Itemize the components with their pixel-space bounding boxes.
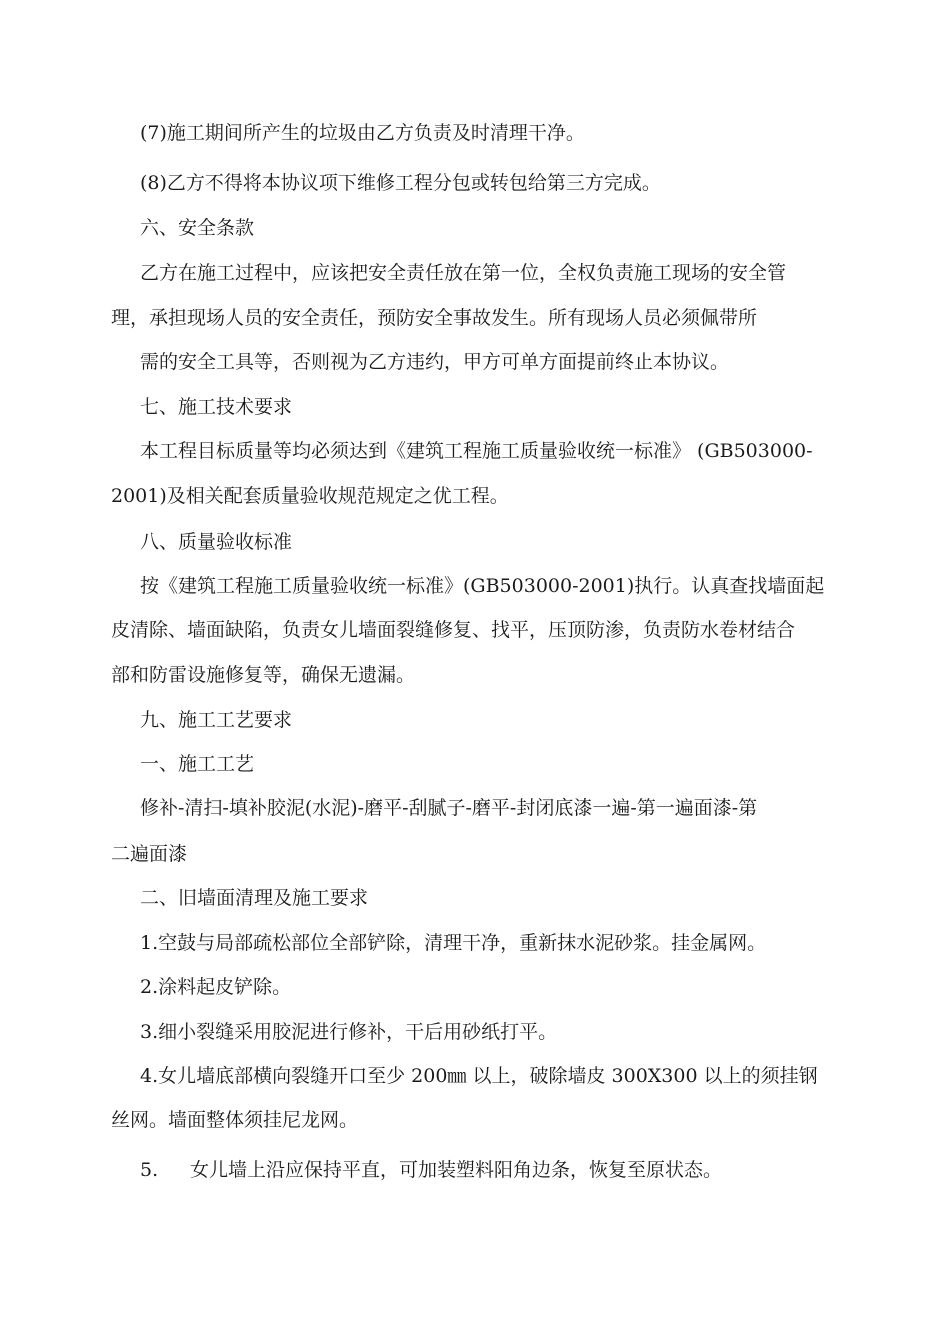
list-item-1: 1.空鼓与局部疏松部位全部铲除，清理干净，重新抹水泥砂浆。挂金属网。 bbox=[140, 932, 767, 954]
subheading-construction-process: 一、施工工艺 bbox=[140, 753, 255, 775]
list-item-2: 2.涂料起皮铲除。 bbox=[140, 976, 292, 998]
paragraph-clause-8: (8)乙方不得将本协议项下维修工程分包或转包给第三方完成。 bbox=[140, 172, 661, 194]
list-item-4-line-1: 4.女儿墙底部横向裂缝开口至少 200㎜ 以上，破除墙皮 300X300 以上的须挂钢 bbox=[140, 1065, 818, 1087]
paragraph-clause-7: (7)施工期间所产生的垃圾由乙方负责及时清理干净。 bbox=[140, 122, 585, 144]
subheading-old-wall-cleaning: 二、旧墙面清理及施工要求 bbox=[140, 887, 369, 909]
paragraph-quality-target-line-1: 本工程目标质量等均必须达到《建筑工程施工质量验收统一标准》 (GB503000- bbox=[140, 440, 813, 462]
paragraph-acceptance-line-3: 部和防雷设施修复等，确保无遗漏。 bbox=[111, 664, 416, 686]
list-item-5-text: 女儿墙上沿应保持平直，可加装塑料阳角边条，恢复至原状态。 bbox=[190, 1159, 723, 1181]
list-item-5 bbox=[140, 1158, 722, 1182]
paragraph-process-steps-line-2: 二遍面漆 bbox=[111, 843, 188, 865]
paragraph-quality-target-line-2: 2001)及相关配套质量验收规范规定之优工程。 bbox=[111, 485, 509, 507]
list-item-3: 3.细小裂缝采用胶泥进行修补，干后用砂纸打平。 bbox=[140, 1021, 558, 1043]
section-heading-tech-requirements: 七、施工技术要求 bbox=[140, 396, 293, 418]
paragraph-safety-line-2: 理，承担现场人员的安全责任，预防安全事故发生。所有现场人员必须佩带所 bbox=[111, 307, 758, 329]
paragraph-safety-line-3: 需的安全工具等，否则视为乙方违约，甲方可单方面提前终止本协议。 bbox=[140, 351, 730, 373]
paragraph-acceptance-line-2: 皮清除、墙面缺陷，负责女儿墙面裂缝修复、找平，压顶防渗，负责防水卷材结合 bbox=[111, 619, 796, 641]
paragraph-safety-line-1: 乙方在施工过程中，应该把安全责任放在第一位，全权负责施工现场的安全管 bbox=[140, 262, 787, 284]
paragraph-acceptance-line-1: 按《建筑工程施工质量验收统一标准》(GB503000-2001)执行。认真查找墙面起 bbox=[140, 575, 825, 597]
section-heading-process-requirements: 九、施工工艺要求 bbox=[140, 709, 293, 731]
section-heading-acceptance-standard: 八、质量验收标准 bbox=[140, 531, 293, 553]
list-item-4-line-2: 丝网。墙面整体须挂尼龙网。 bbox=[111, 1109, 359, 1131]
list-item-5-number: 5. bbox=[140, 1159, 159, 1181]
paragraph-process-steps-line-1: 修补-清扫-填补胶泥(水泥)-磨平-刮腻子-磨平-封闭底漆一遍-第一遍面漆-第 bbox=[140, 797, 758, 819]
section-heading-safety: 六、安全条款 bbox=[140, 217, 255, 239]
